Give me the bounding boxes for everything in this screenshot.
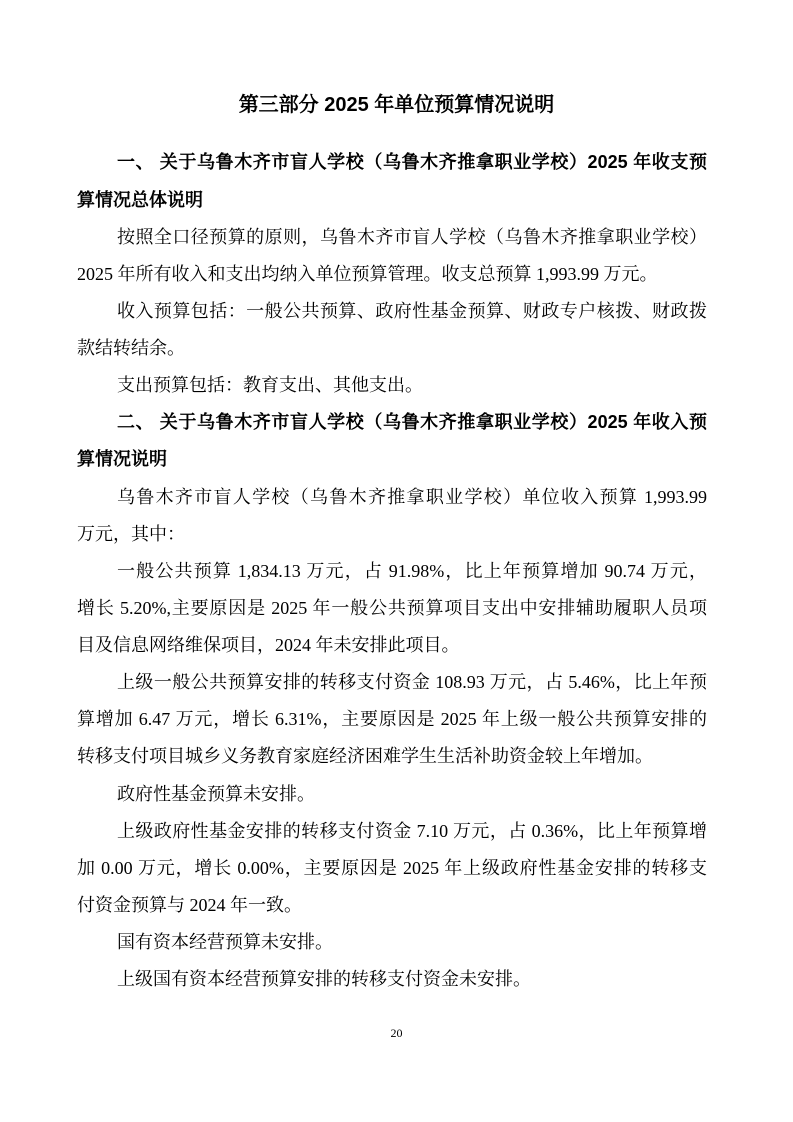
page-number: 20 <box>390 1026 403 1040</box>
paragraph-line: 国有资本经营预算未安排。 <box>117 932 333 953</box>
section-heading <box>77 144 707 218</box>
paragraph <box>77 219 707 293</box>
paragraph <box>77 924 707 961</box>
heading-line: 算情况总体说明 <box>77 189 203 210</box>
paragraph <box>77 553 707 664</box>
paragraph-line: 支出预算包括：教育支出、其他支出。 <box>117 375 423 396</box>
paragraph-line: 政府性基金预算未安排。 <box>117 783 315 804</box>
paragraph-line: 转移支付项目城乡义务教育家庭经济困难学生生活补助资金较上年增加。 <box>77 746 653 767</box>
paragraph <box>77 813 707 924</box>
section-heading <box>77 404 707 478</box>
paragraph-line: 目及信息网络维保项目，2024 年未安排此项目。 <box>77 635 460 656</box>
paragraph-line: 乌鲁木齐市盲人学校（乌鲁木齐推拿职业学校）单位收入预算 1,993.99 <box>117 486 707 507</box>
paragraph-line: 上级一般公共预算安排的转移支付资金 108.93 万元，占 5.46%，比上年预 <box>117 672 707 693</box>
paragraph-line: 付资金预算与 2024 年一致。 <box>77 894 302 915</box>
paragraph-line: 加 0.00 万元，增长 0.00%，主要原因是 2025 年上级政府性基金安排的转移支 <box>77 857 707 878</box>
page-title: 第三部分 2025 年单位预算情况说明 <box>238 94 555 116</box>
paragraph-line: 上级国有资本经营预算安排的转移支付资金未安排。 <box>117 969 531 990</box>
heading-line: 一、 关于乌鲁木齐市盲人学校（乌鲁木齐推拿职业学校）2025 年收支预 <box>117 152 707 173</box>
paragraph-line: 款结转结余。 <box>77 338 185 359</box>
paragraph-line: 一般公共预算 1,834.13 万元，占 91.98%，比上年预算增加 90.74 万元， <box>117 560 707 581</box>
paragraph-line: 2025 年所有收入和支出均纳入单位预算管理。收支总预算 1,993.99 万元。 <box>77 263 658 284</box>
paragraph <box>77 367 707 404</box>
paragraph <box>77 776 707 813</box>
paragraph-line: 万元，其中： <box>77 523 185 544</box>
paragraph-line: 收入预算包括：一般公共预算、政府性基金预算、财政专户核拨、财政拨 <box>117 300 707 321</box>
section-2 <box>77 404 707 998</box>
heading-line: 二、 关于乌鲁木齐市盲人学校（乌鲁木齐推拿职业学校）2025 年收入预 <box>117 412 707 433</box>
section-1 <box>77 144 707 404</box>
paragraph <box>77 479 707 553</box>
heading-line: 算情况说明 <box>77 449 167 470</box>
paragraph <box>77 664 707 775</box>
paragraph <box>77 961 707 998</box>
paragraph-line: 按照全口径预算的原则，乌鲁木齐市盲人学校（乌鲁木齐推拿职业学校） <box>117 226 707 247</box>
paragraph <box>77 293 707 367</box>
paragraph-line: 算增加 6.47 万元，增长 6.31%，主要原因是 2025 年上级一般公共预算安排的 <box>77 709 707 730</box>
paragraph-line: 上级政府性基金安排的转移支付资金 7.10 万元，占 0.36%，比上年预算增 <box>117 820 707 841</box>
paragraph-line: 增长 5.20%,主要原因是 2025 年一般公共预算项目支出中安排辅助履职人员项 <box>77 597 707 618</box>
document-body <box>77 144 707 998</box>
